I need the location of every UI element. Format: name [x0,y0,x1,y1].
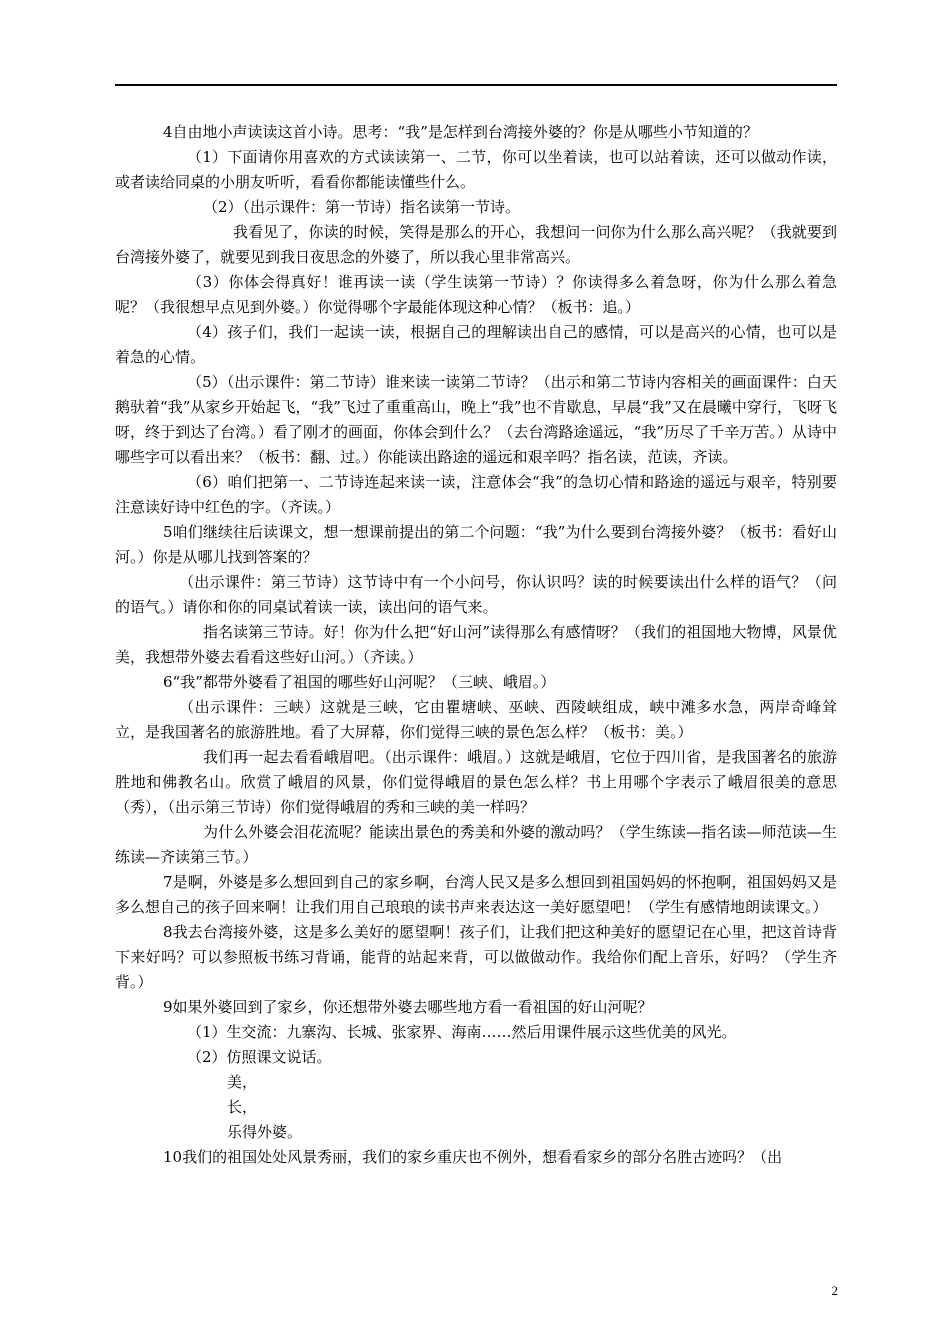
paragraph: （2）（出示课件：第一节诗）指名读第一节诗。 [203,198,521,216]
paragraph: （3）你体会得真好！谁再读一读（学生读第一节诗）？你读得多么着急呀，你为什么那么着急呢？（我很想早点见到外婆。）你觉得哪个字最能体现这种心情？（板书：追。） [115,273,837,316]
paragraph: 我们再一起去看看峨眉吧。（出示课件：峨眉。）这就是峨眉，它位于四川省，是我国著名的旅游胜地和佛教名山。欣赏了峨眉的风景，你们觉得峨眉的景色怎么样？书上用哪个字表示了峨眉很美的意思（秀），（出示第三节诗）你们觉得峨眉的秀和三峡的美一样吗？ [115,748,837,816]
paragraph: 指名读第三节诗。好！你为什么把“好山河”读得那么有感情呀？（我们的祖国地大物博，风景优美，我想带外婆去看看这些好山河。）（齐读。） [115,623,837,666]
paragraph: 为什么外婆会泪花流呢？能读出景色的秀美和外婆的激动吗？（学生练读—指名读—师范读—生练读—齐读第三节。） [115,823,837,866]
page-number: 2 [831,1283,838,1298]
paragraph: 乐得外婆。 [227,1123,303,1141]
paragraph: （4）孩子们，我们一起读一读，根据自己的理解读出自己的感情，可以是高兴的心情，也可以是着急的心情。 [115,323,837,366]
paragraph: （2）仿照课文说话。 [187,1048,332,1066]
header-rule [115,84,837,86]
paragraph: 5咱们继续往后读课文，想一想课前提出的第二个问题：“我”为什么要到台湾接外婆？（板书：看好山河。）你是从哪儿找到答案的？ [115,523,837,566]
paragraph: （5）（出示课件：第二节诗）谁来读一读第二节诗？（出示和第二节诗内容相关的画面课件：白天鹅驮着“我”从家乡开始起飞，“我”飞过了重重高山，晚上“我”也不肯歇息，早晨“我”又在晨曦中穿行，飞呀飞呀，终于到达了台湾。）看了刚才的画面，你体会到什么？（去台湾路途遥远，“我”历尽了千辛万苦。）从诗中哪些字可以看出来？（板书：翻、过。）你能读出路途的遥远和艰辛吗？指名读，范读，齐读。 [115,373,837,466]
paragraph: 7是啊，外婆是多么想回到自己的家乡啊，台湾人民又是多么想回到祖国妈妈的怀抱啊，祖国妈妈又是多么想自己的孩子回来啊！让我们用自己琅琅的读书声来表达这一美好愿望吧！（学生有感情地朗读课文。） [115,873,837,916]
paragraph: （1）生交流：九寨沟、长城、张家界、海南……然后用课件展示这些优美的风光。 [187,1023,737,1041]
paragraph: （出示课件：三峡）这就是三峡，它由瞿塘峡、巫峡、西陵峡组成，峡中滩多水急，两岸奇峰耸立，是我国著名的旅游胜地。看了大屏幕，你们觉得三峡的景色怎么样？（板书：美。） [115,698,837,741]
paragraph: 长， [227,1098,258,1116]
paragraph: （1）下面请你用喜欢的方式读读第一、二节，你可以坐着读，也可以站着读，还可以做动作读，或者读给同桌的小朋友听听，看看你都能读懂些什么。 [115,148,837,191]
paragraph: 10我们的祖国处处风景秀丽，我们的家乡重庆也不例外，想看看家乡的部分名胜古迹吗？（出 [163,1148,783,1166]
paragraph: 6“我”都带外婆看了祖国的哪些好山河呢？（三峡、峨眉。） [163,673,556,691]
paragraph: （6）咱们把第一、二节诗连起来读一读，注意体会“我”的急切心情和路途的遥远与艰辛，特别要注意读好诗中红色的字。（齐读。） [115,473,837,516]
paragraph: 4自由地小声读读这首小诗。思考：“我”是怎样到台湾接外婆的？你是从哪些小节知道的？ [163,123,758,141]
document-body [115,120,837,1170]
paragraph: （出示课件：第三节诗）这节诗中有一个小问号，你认识吗？读的时候要读出什么样的语气？（问的语气。）请你和你的同桌试着读一读，读出问的语气来。 [115,573,837,616]
paragraph: 美， [227,1073,258,1091]
paragraph: 9如果外婆回到了家乡，你还想带外婆去哪些地方看一看祖国的好山河呢？ [163,998,653,1016]
paragraph: 我看见了，你读的时候，笑得是那么的开心，我想问一问你为什么那么高兴呢？（我就要到台湾接外婆了，就要见到我日夜思念的外婆了，所以我心里非常高兴。 [115,223,837,266]
paragraph: 8我去台湾接外婆，这是多么美好的愿望啊！孩子们，让我们把这种美好的愿望记在心里，把这首诗背下来好吗？可以参照板书练习背诵，能背的站起来背，可以做做动作。我给你们配上音乐，好吗？（学生齐背。） [115,923,837,991]
